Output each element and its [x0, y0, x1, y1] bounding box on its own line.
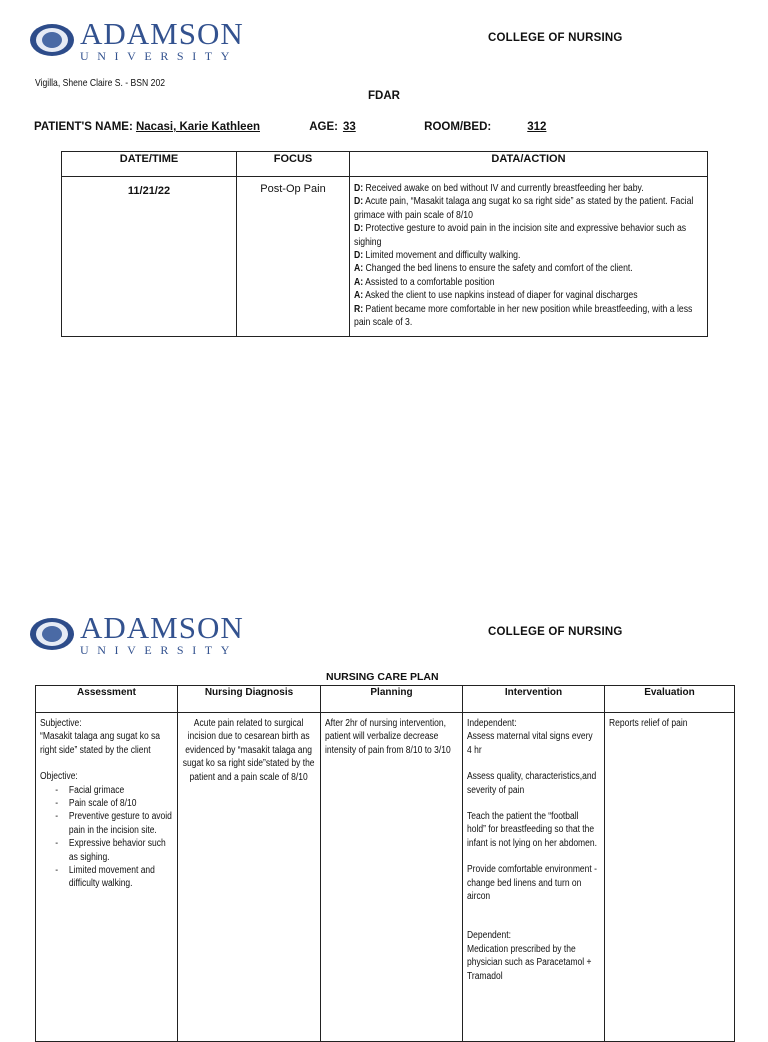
ncp-assessment	[36, 713, 178, 1042]
patient-name-label: PATIENT'S NAME:	[34, 121, 133, 133]
dependent-label: Dependent:	[467, 930, 511, 942]
objective-label: Objective:	[40, 771, 78, 783]
subjective-label: Subjective:	[40, 718, 82, 729]
logo-main-text: ADAMSON	[80, 610, 244, 645]
ncp-evaluation	[605, 713, 735, 1042]
college-name: COLLEGE OF NURSING	[488, 32, 623, 44]
ncp-col-intervention: Intervention	[463, 686, 605, 713]
fdar-table	[61, 151, 708, 337]
list-item: - Limited movement and difficulty walking.	[69, 864, 172, 891]
fdar-entry: A: Assisted to a comfortable position	[354, 276, 495, 288]
subjective-text: “Masakit talaga ang sugat ko sa right side” stated by the client	[40, 731, 161, 756]
fdar-col-focus: FOCUS	[237, 152, 350, 177]
fdar-entry-row	[62, 177, 708, 337]
fdar-entry: A: Asked the client to use napkins instead of diaper for vaginal discharges	[354, 290, 638, 302]
intervention-item: Teach the patient the “football hold” for breastfeeding so that the infant is not lying on her abdomen.	[467, 811, 597, 849]
ncp-intervention	[463, 713, 605, 1042]
patient-info-line	[34, 121, 555, 133]
fdar-entry: D: Protective gesture to avoid pain in the incision site and expressive behavior such as sighing	[354, 223, 687, 248]
ncp-col-evaluation: Evaluation	[605, 686, 735, 713]
logo-sub-text: UNIVERSITY	[80, 643, 238, 657]
university-seal-icon	[30, 618, 74, 650]
intervention-item: Assess maternal vital signs every 4 hr	[467, 731, 593, 756]
fdar-date: 11/21/22	[62, 177, 237, 337]
logo-main-text: ADAMSON	[80, 16, 244, 51]
room-number: 312	[527, 121, 547, 133]
fdar-entry: R: Patient became more comfortable in her new position while breastfeeding, with a less pain scale of 3.	[354, 303, 693, 329]
diagnosis-text: Acute pain related to surgical incision due to cesarean birth as evidenced by “masakit talaga ang sugat ko sa right side”stated by the patient and a pain scale of 8/10	[182, 718, 315, 783]
fdar-entry: D: Received awake on bed without IV and currently breastfeeding her baby.	[354, 183, 644, 194]
intervention-item: Provide comfortable environment - change bed linens and turn on aircon	[467, 864, 597, 903]
student-info: Vigilla, Shene Claire S. - BSN 202	[35, 77, 166, 89]
ncp-body-row	[36, 713, 735, 1042]
list-item: - Preventive gesture to avoid pain in the incision site.	[69, 810, 172, 837]
list-item: - Expressive behavior such as sighing.	[69, 837, 172, 864]
list-item: - Facial grimace	[69, 784, 172, 797]
university-logo-2	[30, 612, 244, 656]
fdar-entry: A: Changed the bed linens to ensure the safety and comfort of the client.	[354, 263, 633, 275]
evaluation-text: Reports relief of pain	[609, 718, 688, 729]
ncp-table	[35, 685, 735, 1042]
ncp-col-planning: Planning	[321, 686, 463, 713]
ncp-title: NURSING CARE PLAN	[326, 671, 439, 683]
fdar-title: FDAR	[368, 90, 400, 102]
independent-label: Independent:	[467, 718, 517, 729]
patient-name: Nacasi, Karie Kathleen	[135, 121, 260, 133]
fdar-focus: Post-Op Pain	[237, 177, 350, 337]
patient-age: 33	[342, 121, 356, 133]
planning-text: After 2hr of nursing intervention, patient will verbalize decrease intensity of pain from 8/10 to 3/10	[325, 718, 451, 756]
age-label: AGE:	[309, 121, 338, 133]
ncp-diagnosis	[178, 713, 321, 1042]
fdar-data-action	[350, 177, 708, 337]
objective-list	[40, 784, 172, 891]
university-logo	[30, 18, 244, 62]
fdar-entry: D: Acute pain, “Masakit talaga ang sugat ko sa right side” as stated by the patient. Facial grimace with pain scale of 8/10	[354, 196, 694, 221]
fdar-entry: D: Limited movement and difficulty walking.	[354, 250, 521, 262]
university-seal-icon	[30, 24, 74, 56]
fdar-col-datetime: DATE/TIME	[62, 152, 237, 177]
fdar-header-row	[62, 152, 708, 177]
dependent-text: Medication prescribed by the physician such as Paracetamol + Tramadol	[467, 943, 592, 982]
ncp-col-assessment: Assessment	[36, 686, 178, 713]
ncp-col-diagnosis: Nursing Diagnosis	[178, 686, 321, 713]
ncp-planning	[321, 713, 463, 1042]
intervention-item: Assess quality, characteristics,and severity of pain	[467, 771, 597, 796]
fdar-col-data-action: DATA/ACTION	[350, 152, 708, 177]
list-item: - Pain scale of 8/10	[69, 797, 172, 810]
logo-sub-text: UNIVERSITY	[80, 49, 238, 63]
college-name-2: COLLEGE OF NURSING	[488, 626, 623, 638]
room-label: ROOM/BED:	[424, 121, 492, 133]
ncp-header-row	[36, 686, 735, 713]
